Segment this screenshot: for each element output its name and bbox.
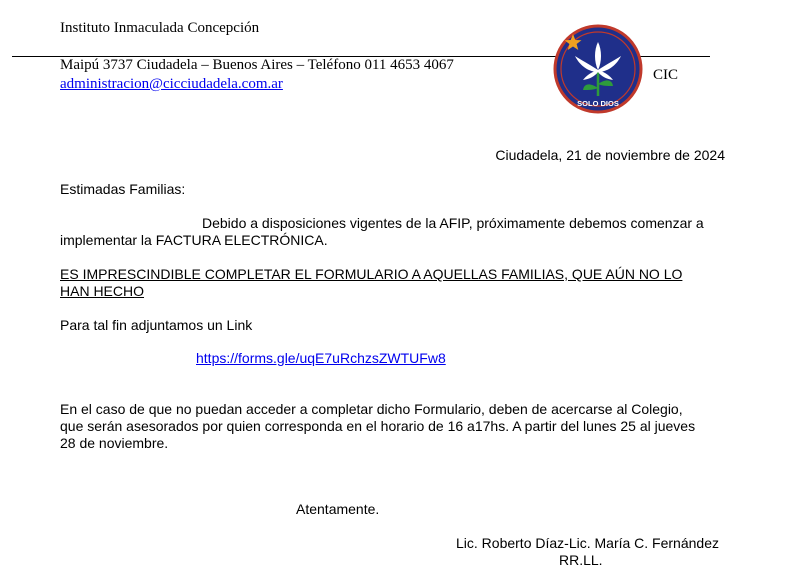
form-link[interactable]: https://forms.gle/uqE7uRchzsZWTUFw8 bbox=[196, 350, 446, 366]
email-link[interactable]: administracion@cicciudadela.com.ar bbox=[60, 76, 283, 92]
school-address: Maipú 3737 Ciudadela – Buenos Aires – Teléfono 011 4653 4067 bbox=[60, 57, 454, 73]
info-line2: que serán asesorados por quien corresponda en el horario de 16 a17hs. A partir del lunes 25 al jueves bbox=[60, 418, 696, 434]
signatories: Lic. Roberto Díaz-Lic. María C. Fernández bbox=[456, 535, 719, 551]
signatory-role: RR.LL. bbox=[559, 552, 603, 568]
info-line3: 28 de noviembre. bbox=[60, 435, 169, 451]
school-acronym: CIC bbox=[653, 67, 679, 83]
logo-motto: SOLO DIOS bbox=[577, 99, 619, 108]
greeting: Estimadas Familias: bbox=[60, 181, 186, 197]
notice-line2: HAN HECHO bbox=[60, 283, 145, 299]
closing: Atentamente. bbox=[296, 501, 380, 517]
institution-name: Instituto Inmaculada Concepción bbox=[60, 20, 260, 36]
place-date: Ciudadela, 21 de noviembre de 2024 bbox=[495, 147, 725, 163]
body-text-line1: Debido a disposiciones vigentes de la AFIP, próximamente debemos comenzar a bbox=[202, 215, 704, 231]
school-logo bbox=[553, 24, 643, 114]
info-line1: En el caso de que no puedan acceder a completar dicho Formulario, deben de acercarse al Colegio, bbox=[60, 401, 683, 417]
link-intro: Para tal fin adjuntamos un Link bbox=[60, 317, 253, 333]
notice-line1: ES IMPRESCINDIBLE COMPLETAR EL FORMULARIO A AQUELLAS FAMILIAS, QUE AÚN NO LO bbox=[60, 266, 683, 282]
body-text-line2: implementar la FACTURA ELECTRÓNICA. bbox=[60, 232, 328, 248]
